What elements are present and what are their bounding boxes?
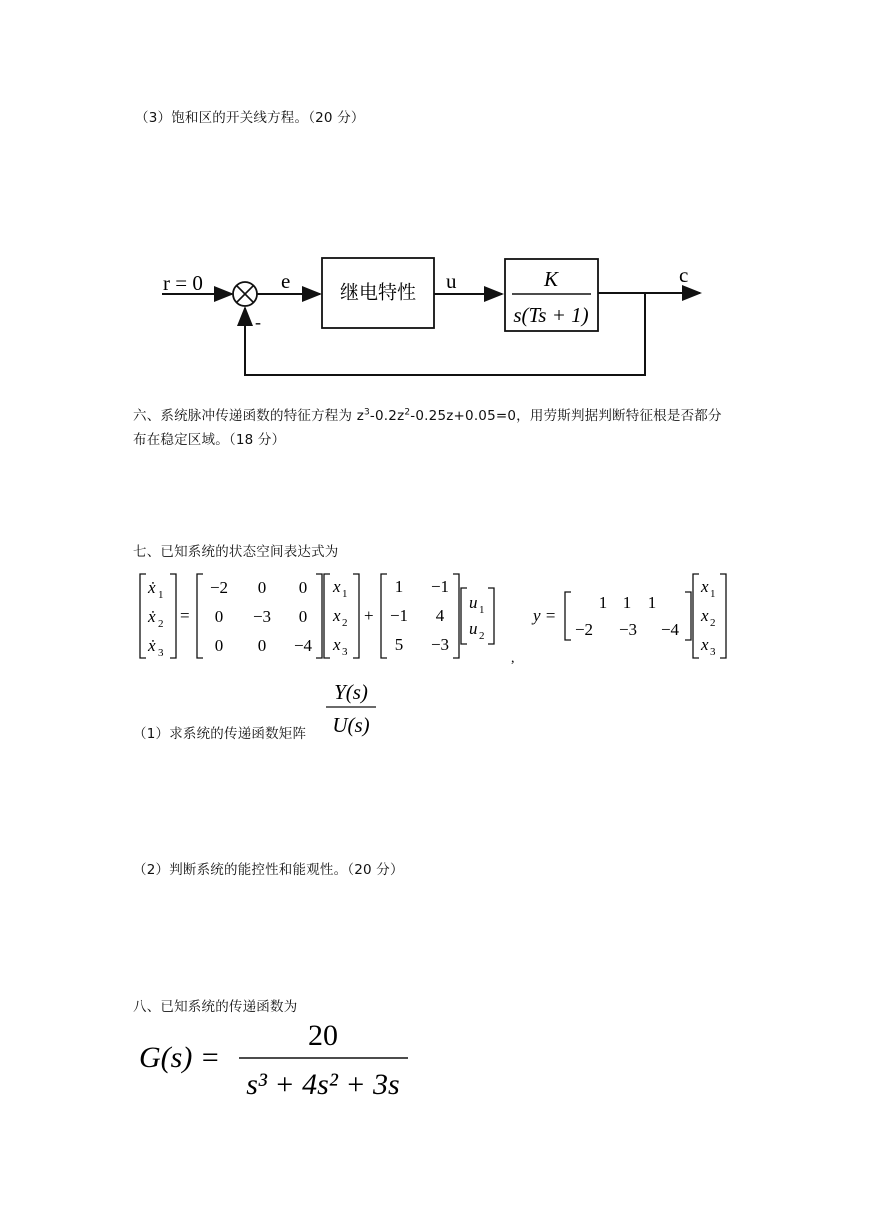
B-11: 1 bbox=[394, 577, 404, 596]
xdot-2: ẋ bbox=[148, 607, 156, 626]
tf-numerator: Y(s) bbox=[334, 680, 368, 704]
xdot-sub-3: 3 bbox=[158, 647, 164, 659]
y-x-1: x bbox=[701, 577, 709, 596]
tf-denominator: U(s) bbox=[332, 713, 370, 737]
state-space-equations bbox=[0, 568, 869, 668]
C-13: 1 bbox=[647, 593, 657, 612]
x-sub-3: 3 bbox=[342, 646, 348, 658]
y-x-2: x bbox=[701, 606, 709, 625]
q6-line1-pre: 六、系统脉冲传递函数的特征方程为 z bbox=[133, 408, 364, 424]
u-1: u bbox=[469, 593, 478, 612]
y-x-sub-3: 3 bbox=[710, 646, 716, 658]
u-sub-1: 1 bbox=[479, 604, 485, 616]
summing-junction-icon bbox=[233, 282, 257, 306]
C-23: −4 bbox=[660, 620, 680, 639]
q8-numerator: 20 bbox=[308, 1020, 338, 1052]
A-32: 0 bbox=[257, 636, 267, 655]
q6-sup2: 2 bbox=[404, 407, 411, 418]
A-31: 0 bbox=[214, 636, 224, 655]
input-label: r = 0 bbox=[163, 271, 203, 295]
q8-lhs: G(s) = bbox=[139, 1041, 221, 1074]
q8-title: 八、已知系统的传递函数为 bbox=[133, 999, 298, 1015]
u-sub-2: 2 bbox=[479, 630, 485, 642]
B-31: 5 bbox=[394, 635, 404, 654]
y-x-sub-1: 1 bbox=[710, 588, 716, 600]
q8-transfer-function bbox=[135, 1020, 435, 1100]
A-23: 0 bbox=[298, 607, 308, 626]
C-12: 1 bbox=[622, 593, 632, 612]
x-3: x bbox=[333, 635, 341, 654]
xdot-3: ẋ bbox=[148, 636, 156, 655]
block-diagram bbox=[0, 250, 869, 390]
u-label: u bbox=[446, 269, 457, 293]
q5-part3-text: （3）饱和区的开关线方程。（20 分） bbox=[135, 110, 365, 126]
A-11: −2 bbox=[209, 578, 229, 597]
x-sub-2: 2 bbox=[342, 617, 348, 629]
q6-line1 bbox=[133, 404, 722, 424]
q7-part2: （2）判断系统的能控性和能观性。（20 分） bbox=[133, 862, 404, 878]
y-x-3: x bbox=[701, 635, 709, 654]
B-32: −3 bbox=[430, 635, 450, 654]
plant-denominator: s(Ts + 1) bbox=[513, 303, 589, 327]
transfer-function-matrix bbox=[322, 677, 382, 741]
q7-part1-text: （1）求系统的传递函数矩阵 bbox=[133, 726, 307, 742]
x-sub-1: 1 bbox=[342, 588, 348, 600]
B-12: −1 bbox=[430, 577, 450, 596]
u-2: u bbox=[469, 619, 478, 638]
A-13: 0 bbox=[298, 578, 308, 597]
C-11: 1 bbox=[598, 593, 608, 612]
plant-numerator: K bbox=[543, 267, 559, 291]
A-12: 0 bbox=[257, 578, 267, 597]
equals-sign: = bbox=[180, 606, 190, 625]
y-equals: y = bbox=[533, 606, 557, 625]
q6-sup1: 3 bbox=[363, 407, 370, 418]
A-33: −4 bbox=[293, 636, 313, 655]
xdot-sub-2: 2 bbox=[158, 618, 164, 630]
e-label: e bbox=[281, 269, 291, 293]
C-22: −3 bbox=[618, 620, 638, 639]
xdot-1: ẋ bbox=[148, 578, 156, 597]
y-x-sub-2: 2 bbox=[710, 617, 716, 629]
minus-label: - bbox=[255, 312, 261, 332]
c-label: c bbox=[679, 263, 689, 287]
B-21: −1 bbox=[389, 606, 409, 625]
relay-block-label: 继电特性 bbox=[339, 281, 417, 304]
q7-title: 七、已知系统的状态空间表达式为 bbox=[133, 544, 339, 560]
q6-line1-mid: -0.2z bbox=[369, 408, 405, 424]
q6-line2: 布在稳定区域。（18 分） bbox=[133, 432, 286, 448]
C-21: −2 bbox=[574, 620, 594, 639]
plus-sign: + bbox=[364, 606, 374, 625]
q6-line1-post: -0.25z+0.05=0，用劳斯判据判断特征根是否都分 bbox=[410, 408, 722, 424]
x-1: x bbox=[333, 577, 341, 596]
B-22: 4 bbox=[435, 606, 445, 625]
comma: , bbox=[511, 651, 515, 666]
A-21: 0 bbox=[214, 607, 224, 626]
x-2: x bbox=[333, 606, 341, 625]
xdot-sub-1: 1 bbox=[158, 589, 164, 601]
q8-denominator: s³ + 4s² + 3s bbox=[246, 1068, 400, 1100]
A-22: −3 bbox=[252, 607, 272, 626]
